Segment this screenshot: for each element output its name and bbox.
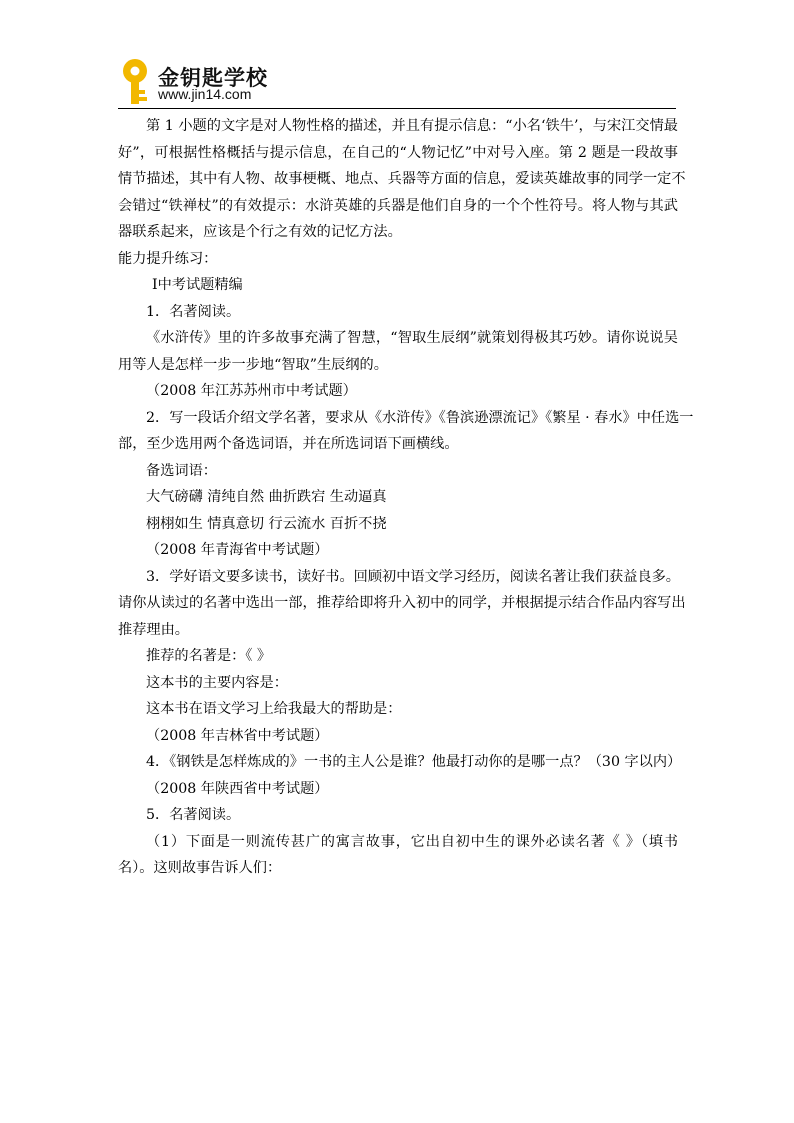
- question-title: 2．写一段话介绍文学名著，要求从《水浒传》《鲁滨逊漂流记》《繁星 · 春水》中任选一: [146, 409, 694, 426]
- question-title: 1．名著阅读。: [146, 303, 241, 320]
- source-citation: （2008 年青海省中考试题）: [146, 542, 329, 558]
- question-title: 5．名著阅读。: [146, 807, 241, 823]
- text-line: 会错过“铁禅杖”的有效提示：水浒英雄的兵器是他们自身的一个个性符号。将人物与其武: [118, 197, 678, 214]
- text-line: （1）下面是一则流传甚广的寓言故事，它出自初中生的课外必读名著《 》（填书: [146, 833, 678, 850]
- section-heading: 能力提升练习：: [118, 250, 218, 267]
- text-line: 好”，可根据性格概括与提示信息，在自己的“人物记忆”中对号入座。第 2 题是一段故事: [118, 144, 678, 161]
- header-divider: [118, 108, 676, 109]
- word-options: 大气磅礴 清纯自然 曲折跌宕 生动逼真: [146, 489, 387, 505]
- text-line: 名）。这则故事告诉人们：: [118, 860, 282, 876]
- text-line: 第 1 小题的文字是对人物性格的描述，并且有提示信息：“小名‘铁牛’，与宋江交情最: [146, 118, 678, 134]
- text-line: 部，至少选用两个备选词语，并在所选词语下画横线。: [118, 436, 459, 452]
- text-line: 请你从读过的名著中选出一部，推荐给即将升入初中的同学，并根据提示结合作品内容写出: [118, 595, 686, 611]
- source-citation: （2008 年陕西省中考试题）: [146, 780, 329, 797]
- source-citation: （2008 年吉林省中考试题）: [146, 727, 329, 744]
- logo-text: 金钥匙学校: [158, 65, 268, 90]
- page-header: [118, 52, 678, 108]
- text-line: 器联系起来，应该是个行之有效的记忆方法。: [118, 224, 402, 240]
- text-line: 用等人是怎样一步一步地“智取”生辰纲的。: [118, 356, 388, 373]
- section-heading: Ⅰ中考试题精编: [152, 277, 243, 293]
- source-citation: （2008 年江苏苏州市中考试题）: [146, 383, 357, 399]
- word-options: 栩栩如生 情真意切 行云流水 百折不挠: [146, 515, 387, 532]
- fill-in-line: 这本书在语文学习上给我最大的帮助是：: [146, 701, 402, 717]
- text-line: 《水浒传》里的许多故事充满了智慧，“智取生辰纲”就策划得极其巧妙。请你说说吴: [146, 330, 678, 346]
- question-title: 3．学好语文要多读书，读好书。回顾初中语文学习经历，阅读名著让我们获益良多。: [146, 568, 680, 585]
- text-line: 情节描述，其中有人物、故事梗概、地点、兵器等方面的信息，爱读英雄故事的同学一定不: [118, 171, 686, 187]
- question-title: 4．《钢铁是怎样炼成的》一书的主人公是谁？他最打动你的是哪一点？（30 字以内）: [146, 754, 682, 770]
- site-url: www.jin14.com: [158, 86, 252, 102]
- text-line: 备选词语：: [146, 462, 217, 479]
- fill-in-line: 推荐的名著是：《 》: [146, 648, 272, 664]
- key-logo-icon: [118, 58, 152, 110]
- text-line: 推荐理由。: [118, 621, 189, 638]
- fill-in-line: 这本书的主要内容是：: [146, 674, 288, 691]
- document-body: [118, 113, 694, 882]
